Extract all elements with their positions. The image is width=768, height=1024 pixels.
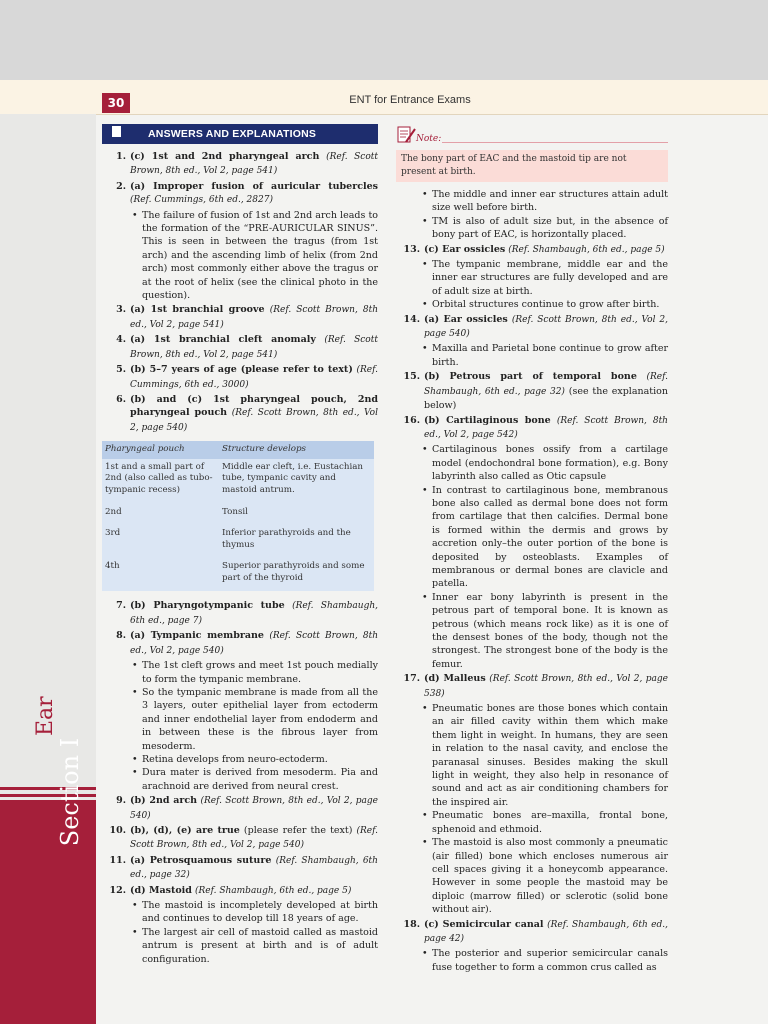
answer-text: (a) Improper fusion of auricular tubercles <box>130 180 378 192</box>
table-row <box>102 558 374 591</box>
table-cell: 4th <box>105 561 120 572</box>
answer-item <box>396 672 668 701</box>
answers-heading-text: ANSWERS AND EXPLANATIONS <box>148 128 317 140</box>
answer-number: 4. <box>116 334 126 346</box>
answer-body <box>130 824 378 853</box>
answer-number: 15. <box>403 371 420 383</box>
answer-item <box>102 824 378 853</box>
answer-body <box>130 393 378 435</box>
answer-text: (a) 1st branchial groove <box>130 304 265 316</box>
bullet-item: • Dura mater is derived from mesoderm. Pia and arachnoid are derived from neural crest. <box>142 766 378 793</box>
right-column <box>396 124 668 975</box>
bullet-list <box>102 209 378 303</box>
bullet-item: • Inner ear bony labyrinth is present in the petrous part of temporal bone. It is known as petrous (which means rock like) as it is one of the densest bones of the body, though not the strongest. The strongest bone of the body is the femur. <box>432 591 668 671</box>
answer-number: 1. <box>116 151 126 162</box>
bullet-item: • Pneumatic bones are those bones which contain an air filled cavity within them which make them light in weight. In humans, they are seen in relation to the nasal cavity, and enclose the paranasal sinuses. Besides making the skull light in weight, they also help in resonance of sound and act as air conditioning chambers for the inspired air. <box>432 702 668 809</box>
answer-text: (c) Semicircular canal <box>424 918 544 930</box>
answer-item <box>396 414 668 443</box>
page-number: 30 <box>102 93 130 113</box>
answer-item <box>102 794 378 823</box>
answer-item <box>102 629 378 658</box>
reference: (Ref. Shambaugh, 6th ed., page 32) <box>130 855 378 881</box>
answer-item <box>396 243 668 257</box>
answer-body <box>424 313 668 342</box>
left-column <box>102 124 378 967</box>
bullet-item: • Cartilaginous bones ossify from a cartilage model (endochondral bone formation), e.g. Bony labyrinth also called as Otic capsule <box>432 443 668 483</box>
reference: (Ref. Scott Brown, 8th ed., Vol 2, page 541) <box>130 305 378 330</box>
answer-number: 7. <box>116 600 126 612</box>
answer-number: 8. <box>116 630 126 642</box>
answer-text: (b) 2nd arch <box>130 795 198 807</box>
reference: (Ref. Scott Brown, 8th ed., Vol 2, page 542) <box>424 415 668 440</box>
answer-text: (b) 5–7 years of age (please refer to text) <box>130 364 353 376</box>
reference: (Ref. Shambaugh, 6th ed., page 7) <box>130 601 378 626</box>
answer-item <box>102 884 378 898</box>
answer-item <box>102 599 378 628</box>
table-cell: 1st and a small part of 2nd (also called as tubo-tympanic recess) <box>105 461 213 495</box>
table-cell: Superior parathyroids and some part of the thyroid <box>222 561 365 583</box>
answer-number: 14. <box>403 313 420 325</box>
bullet-list <box>396 443 668 671</box>
table-cell: Inferior parathyroids and the thymus <box>222 528 351 550</box>
answer-number: 2. <box>116 180 126 192</box>
answer-body <box>424 672 668 701</box>
answer-text: (a) Tympanic membrane <box>130 630 264 642</box>
bullet-item: • The posterior and superior semicircular canals fuse together to form a common crus called as <box>432 947 668 974</box>
answer-body <box>424 370 668 412</box>
reference: (Ref. Scott Brown, 8th ed., Vol 2, page 540) <box>130 631 378 656</box>
answer-body <box>130 629 378 658</box>
answers-list-a <box>102 150 378 435</box>
answer-item <box>102 180 378 208</box>
bullet-item: • In contrast to cartilaginous bone, membranous bone also called as dermal bone does not form from cartilage that then calcifies. Dermal bone is formed within the dermis and grows by accretion only–the outer portion of the bone is deposited by osteoblasts. Examples of membranous or dermal bones are clavicle and patella. <box>432 484 668 591</box>
answer-body <box>130 150 378 179</box>
answer-item <box>396 918 668 947</box>
answer-item <box>102 393 378 435</box>
bullet-list <box>396 342 668 369</box>
answer-number: 10. <box>109 824 126 836</box>
pencil-note-icon <box>396 124 418 146</box>
bullet-item: • The mastoid is also most commonly a pneumatic (air filled) bone which encloses numerous air cell spaces giving it a honeycomb appearance. However in some people the mastoid may be diploic (marrow filled) or sclerotic (solid bone without air). <box>432 836 668 916</box>
answer-item <box>102 150 378 179</box>
reference: (Ref. Scott Brown, 8th ed., Vol 2, page 540) <box>130 408 378 433</box>
answers-heading <box>102 124 378 144</box>
answer-body <box>130 794 378 823</box>
reference: (Ref. Shambaugh, 6th ed., page 42) <box>424 919 668 944</box>
answer-body <box>130 363 378 392</box>
answer-note: (see the explanation below) <box>424 385 668 412</box>
bullet-item: • So the tympanic membrane is made from all the 3 layers, outer epithelial layer from ectoderm and inner endothelial layer from endoderm and in between these is the fibrous layer from mesoderm. <box>142 686 378 753</box>
table-header-cell: Structure develops <box>219 441 374 459</box>
table-cell: 3rd <box>105 528 121 539</box>
answer-text: (d) Malleus <box>424 673 486 685</box>
reference: (Ref. Scott Brown, 8th ed., Vol 2, page 540) <box>424 314 668 340</box>
answers-list-c <box>396 243 668 975</box>
note-label: Note: <box>416 134 442 144</box>
bullet-item: • Orbital structures continue to grow after birth. <box>432 298 668 311</box>
answer-text: (a) 1st branchial cleft anomaly <box>130 334 316 346</box>
answer-item <box>102 363 378 392</box>
answer-number: 5. <box>116 364 126 376</box>
reference: (Ref. Scott Brown, 8th ed., Vol 2, page 540) <box>130 796 378 821</box>
bullet-item: • The 1st cleft grows and meet 1st pouch medially to form the tympanic membrane. <box>142 659 378 686</box>
answer-body <box>130 884 378 898</box>
answer-body <box>130 599 378 628</box>
answer-number: 17. <box>403 673 420 685</box>
bullet-list <box>396 702 668 917</box>
answer-text: (b) and (c) 1st pharyngeal pouch, 2nd pharyngeal pouch <box>130 393 378 419</box>
note-header <box>396 124 668 148</box>
note-block <box>396 124 668 182</box>
answer-number: 12. <box>109 884 126 896</box>
square-icon <box>112 126 121 137</box>
answer-text: (b), (d), (e) are true <box>130 824 240 836</box>
bullet-item: • The mastoid is incompletely developed at birth and continues to develop till 18 years of age. <box>142 899 378 926</box>
bullet-item: • The failure of fusion of 1st and 2nd arch leads to the formation of the “PRE-AURICULAR SINUS”. This is seen in between the tragus (from 1st arch) and the ascending limb of helix (from 2nd arch) most commonly either above the tragus or at the root of helix (see the clinical photo in the question). <box>142 209 378 303</box>
note-rule <box>442 142 668 143</box>
table-header-row <box>102 441 374 459</box>
bullet-item: • The largest air cell of mastoid called as mastoid antrum is present at birth and is of adult configuration. <box>142 926 378 966</box>
answer-text: (b) Cartilaginous bone <box>424 414 551 426</box>
answer-body <box>130 303 378 332</box>
answer-body <box>130 180 378 208</box>
reference: (Ref. Scott Brown, 8th ed., Vol 2, page 541) <box>130 152 378 177</box>
answer-item <box>102 333 378 362</box>
reference: (Ref. Shambaugh, 6th ed., page 32) <box>424 372 668 397</box>
table-header-cell: Pharyngeal pouch <box>102 441 219 459</box>
bullet-list <box>102 659 378 793</box>
section-label: Section I <box>56 737 84 847</box>
answer-body <box>424 243 668 257</box>
bullet-list <box>396 188 668 242</box>
bullet-item: • Pneumatic bones are–maxilla, frontal bone, sphenoid and ethmoid. <box>432 809 668 836</box>
table-cell: Middle ear cleft, i.e. Eustachian tube, tympanic cavity and mastoid antrum. <box>222 461 364 495</box>
answer-number: 11. <box>109 854 126 866</box>
answer-text: (c) Ear ossicles <box>424 243 506 255</box>
answer-text: (c) 1st and 2nd pharyngeal arch <box>130 151 320 162</box>
table-cell: Tonsil <box>222 506 248 517</box>
answer-text: (a) Petrosquamous suture <box>130 854 272 866</box>
answer-body <box>130 854 378 883</box>
answer-item <box>396 313 668 342</box>
answer-item <box>102 854 378 883</box>
reference: (Ref. Scott Brown, 8th ed., Vol 2, page 541) <box>130 335 378 360</box>
answer-item <box>396 370 668 412</box>
bullet-list <box>396 947 668 974</box>
bullet-list <box>102 899 378 966</box>
answers-list-b <box>102 599 378 966</box>
answer-number: 13. <box>403 243 420 255</box>
reference: (Ref. Shambaugh, 6th ed., page 5) <box>194 885 352 896</box>
answer-note: (please refer the text) <box>239 824 357 836</box>
answer-item <box>102 303 378 332</box>
reference: (Ref. Cummings, 6th ed., 3000) <box>130 365 378 390</box>
chapter-label: Ear <box>33 696 58 736</box>
reference: (Ref. Cummings, 6th ed., 2827) <box>130 195 273 206</box>
top-band <box>0 0 768 80</box>
answer-text: (b) Petrous part of temporal bone <box>424 371 637 383</box>
answer-number: 6. <box>116 393 126 405</box>
bullet-list <box>396 258 668 312</box>
answer-number: 3. <box>116 304 126 316</box>
reference: (Ref. Scott Brown, 8th ed., Vol 2, page 538) <box>424 674 668 699</box>
bullet-item: • The tympanic membrane, middle ear and the inner ear structures are fully developed and are of adult size at birth. <box>432 258 668 298</box>
note-text: The bony part of EAC and the mastoid tip are not present at birth. <box>396 150 668 182</box>
book-title: ENT for Entrance Exams <box>349 94 471 106</box>
table-row <box>102 459 374 504</box>
pharyngeal-pouch-table <box>102 441 374 591</box>
bullet-item: • Maxilla and Parietal bone continue to grow after birth. <box>432 342 668 369</box>
reference: (Ref. Scott Brown, 8th ed., Vol 2, page 540) <box>130 825 378 851</box>
answer-text: (d) Mastoid <box>130 884 192 896</box>
answer-text: (b) Pharyngotympanic tube <box>130 600 285 612</box>
bullet-item: • TM is also of adult size but, in the absence of bony part of EAC, is horizontally placed. <box>432 215 668 242</box>
bullet-item: • Retina develops from neuro-ectoderm. <box>142 753 378 766</box>
answer-text: (a) Ear ossicles <box>424 313 508 325</box>
table-cell: 2nd <box>105 506 122 517</box>
reference: (Ref. Shambaugh, 6th ed., page 5) <box>508 244 665 255</box>
answer-body <box>424 414 668 443</box>
bullet-item: • The middle and inner ear structures attain adult size well before birth. <box>432 188 668 215</box>
table-row <box>102 525 374 558</box>
answer-body <box>424 918 668 947</box>
answer-body <box>130 333 378 362</box>
answer-number: 18. <box>403 918 420 930</box>
table-row <box>102 504 374 526</box>
answer-number: 9. <box>116 795 126 807</box>
answer-number: 16. <box>403 414 420 426</box>
